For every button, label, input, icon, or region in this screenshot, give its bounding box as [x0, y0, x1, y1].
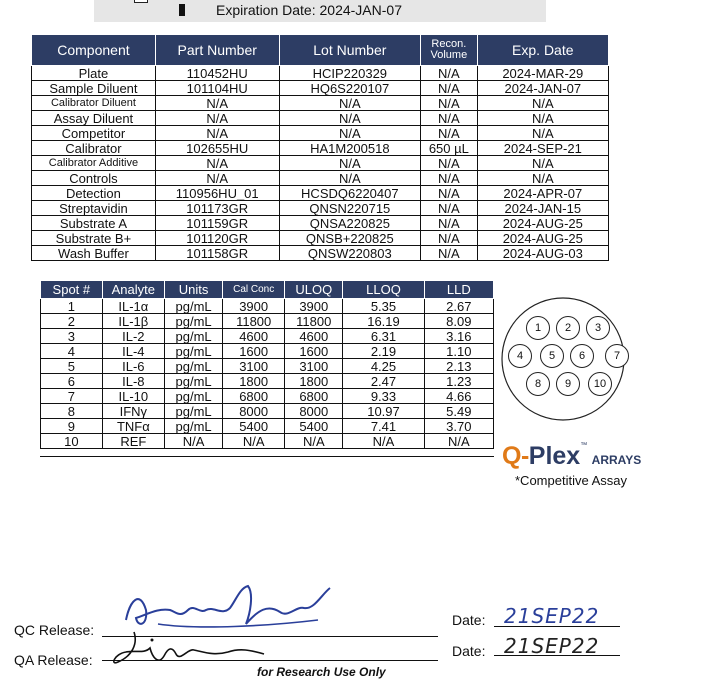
- components-cell: N/A: [477, 171, 608, 186]
- spot-cell: 6.31: [343, 329, 424, 344]
- spot-cell: 6800: [223, 389, 285, 404]
- spot-cell: pg/mL: [164, 389, 222, 404]
- spot-header-cell: Analyte: [102, 281, 164, 299]
- spot-cell: 5400: [223, 419, 285, 434]
- spot-circle: 8: [526, 372, 550, 396]
- spot-header-row: [41, 281, 494, 299]
- spot-table-underline: [40, 456, 494, 457]
- spot-cell: 10: [41, 434, 103, 449]
- spot-row: [41, 419, 494, 434]
- spot-cell: 6: [41, 374, 103, 389]
- spot-cell: pg/mL: [164, 374, 222, 389]
- components-cell: HA1M200518: [279, 141, 421, 156]
- qa-date-value: 21SEP22: [504, 634, 600, 658]
- components-cell: N/A: [421, 231, 477, 246]
- components-cell: 101159GR: [155, 216, 279, 231]
- spot-cell: N/A: [223, 434, 285, 449]
- spot-cell: N/A: [343, 434, 424, 449]
- logo-plex: Plex: [528, 442, 581, 470]
- components-cell: N/A: [155, 156, 279, 171]
- components-header-cell: Lot Number: [279, 35, 421, 66]
- components-header-cell: Component: [32, 35, 156, 66]
- components-cell: N/A: [279, 156, 421, 171]
- components-cell: 2024-AUG-03: [477, 246, 608, 261]
- bullet-icon: [179, 4, 185, 16]
- spot-cell: 3100: [223, 359, 285, 374]
- qc-release-label: QC Release:: [14, 622, 95, 638]
- components-cell: N/A: [421, 66, 477, 81]
- assay-note: *Competitive Assay: [515, 473, 627, 488]
- components-row: [32, 246, 609, 261]
- components-cell: 2024-JAN-07: [477, 81, 608, 96]
- components-cell: Competitor: [32, 126, 156, 141]
- spot-cell: 4.66: [424, 389, 493, 404]
- spot-cell: 3100: [285, 359, 343, 374]
- spot-cell: N/A: [285, 434, 343, 449]
- components-cell: Sample Diluent: [32, 81, 156, 96]
- spot-row: [41, 314, 494, 329]
- spot-row: [41, 404, 494, 419]
- components-cell: N/A: [155, 96, 279, 111]
- spot-cell: 5.35: [343, 299, 424, 314]
- spot-circle: 6: [570, 344, 594, 368]
- components-cell: N/A: [421, 171, 477, 186]
- components-cell: N/A: [279, 96, 421, 111]
- components-table: [31, 34, 609, 261]
- components-cell: 650 µL: [421, 141, 477, 156]
- spot-row: [41, 389, 494, 404]
- spot-cell: IL-8: [102, 374, 164, 389]
- components-row: [32, 231, 609, 246]
- spot-row: [41, 359, 494, 374]
- spot-cell: 10.97: [343, 404, 424, 419]
- components-row: [32, 96, 609, 111]
- components-cell: Detection: [32, 186, 156, 201]
- spot-cell: 7: [41, 389, 103, 404]
- spot-cell: IL-2: [102, 329, 164, 344]
- components-row: [32, 66, 609, 81]
- components-cell: 2024-MAR-29: [477, 66, 608, 81]
- spot-cell: 5400: [285, 419, 343, 434]
- qc-date-value: 21SEP22: [504, 604, 600, 628]
- components-cell: 102655HU: [155, 141, 279, 156]
- components-cell: QNSN220715: [279, 201, 421, 216]
- components-cell: N/A: [421, 81, 477, 96]
- spot-cell: 16.19: [343, 314, 424, 329]
- spot-cell: 1.10: [424, 344, 493, 359]
- components-cell: Calibrator Diluent: [32, 96, 156, 111]
- components-row: [32, 216, 609, 231]
- components-cell: QNSA220825: [279, 216, 421, 231]
- components-cell: 101104HU: [155, 81, 279, 96]
- spot-header-cell: LLOQ: [343, 281, 424, 299]
- spot-cell: 7.41: [343, 419, 424, 434]
- spot-row: [41, 344, 494, 359]
- spot-cell: pg/mL: [164, 329, 222, 344]
- spot-circle: 2: [556, 316, 580, 340]
- components-cell: Controls: [32, 171, 156, 186]
- spot-cell: 2.13: [424, 359, 493, 374]
- spot-header-cell: LLD: [424, 281, 493, 299]
- spot-cell: 3.16: [424, 329, 493, 344]
- logo-tm: ™: [580, 442, 588, 449]
- components-cell: HCIP220329: [279, 66, 421, 81]
- components-cell: N/A: [421, 246, 477, 261]
- spot-cell: pg/mL: [164, 344, 222, 359]
- components-cell: 110956HU_01: [155, 186, 279, 201]
- spot-cell: 2: [41, 314, 103, 329]
- spot-cell: 3900: [285, 299, 343, 314]
- spot-cell: 6800: [285, 389, 343, 404]
- components-cell: N/A: [477, 96, 608, 111]
- components-cell: Assay Diluent: [32, 111, 156, 126]
- components-cell: N/A: [421, 216, 477, 231]
- spot-cell: 2.19: [343, 344, 424, 359]
- spot-cell: 8.09: [424, 314, 493, 329]
- qplex-logo: [502, 442, 641, 471]
- spot-cell: TNFα: [102, 419, 164, 434]
- components-cell: 101173GR: [155, 201, 279, 216]
- components-row: [32, 186, 609, 201]
- components-cell: N/A: [421, 186, 477, 201]
- components-cell: N/A: [477, 126, 608, 141]
- components-cell: N/A: [279, 171, 421, 186]
- spot-header-cell: ULOQ: [285, 281, 343, 299]
- spot-cell: pg/mL: [164, 404, 222, 419]
- components-cell: N/A: [279, 111, 421, 126]
- components-cell: 2024-AUG-25: [477, 216, 608, 231]
- components-row: [32, 126, 609, 141]
- spot-cell: pg/mL: [164, 314, 222, 329]
- spot-header-cell: Units: [164, 281, 222, 299]
- components-cell: Wash Buffer: [32, 246, 156, 261]
- spot-header-cell: Cal Conc: [223, 281, 285, 299]
- spot-cell: 8000: [223, 404, 285, 419]
- components-row: [32, 156, 609, 171]
- qa-date-label: Date:: [452, 643, 486, 659]
- components-header-cell: Part Number: [155, 35, 279, 66]
- components-cell: QNSW220803: [279, 246, 421, 261]
- spot-table: [40, 280, 494, 449]
- components-header-cell: Exp. Date: [477, 35, 608, 66]
- spot-cell: 4.25: [343, 359, 424, 374]
- components-cell: N/A: [155, 171, 279, 186]
- spot-cell: 1600: [223, 344, 285, 359]
- components-cell: Calibrator Additive: [32, 156, 156, 171]
- spot-cell: pg/mL: [164, 419, 222, 434]
- components-cell: 101120GR: [155, 231, 279, 246]
- spot-cell: N/A: [424, 434, 493, 449]
- spot-cell: IL-1α: [102, 299, 164, 314]
- components-row: [32, 201, 609, 216]
- components-cell: N/A: [477, 111, 608, 126]
- components-cell: Calibrator: [32, 141, 156, 156]
- spot-header-cell: Spot #: [41, 281, 103, 299]
- components-row: [32, 141, 609, 156]
- footer-note: for Research Use Only: [257, 665, 386, 679]
- spot-circle: 9: [556, 372, 580, 396]
- components-row: [32, 171, 609, 186]
- components-cell: N/A: [421, 156, 477, 171]
- components-cell: 2024-JAN-15: [477, 201, 608, 216]
- qa-release-label: QA Release:: [14, 652, 93, 668]
- spot-cell: 5: [41, 359, 103, 374]
- spot-circle: 7: [605, 344, 629, 368]
- header-strip: [94, 0, 546, 22]
- components-cell: 2024-AUG-25: [477, 231, 608, 246]
- spot-circle: 3: [586, 316, 610, 340]
- qc-date-label: Date:: [452, 612, 486, 628]
- components-cell: Substrate B+: [32, 231, 156, 246]
- spot-row: [41, 299, 494, 314]
- spot-cell: 1: [41, 299, 103, 314]
- spot-cell: 2.67: [424, 299, 493, 314]
- components-cell: Streptavidin: [32, 201, 156, 216]
- spot-cell: 8: [41, 404, 103, 419]
- components-cell: HCSDQ6220407: [279, 186, 421, 201]
- spot-cell: pg/mL: [164, 299, 222, 314]
- spot-cell: 3.70: [424, 419, 493, 434]
- components-row: [32, 111, 609, 126]
- checkbox-icon: [134, 0, 148, 3]
- components-cell: N/A: [421, 201, 477, 216]
- components-cell: 110452HU: [155, 66, 279, 81]
- spot-circle: 1: [526, 316, 550, 340]
- spot-cell: 1800: [285, 374, 343, 389]
- components-cell: N/A: [155, 126, 279, 141]
- spot-cell: 4: [41, 344, 103, 359]
- components-cell: 2024-SEP-21: [477, 141, 608, 156]
- spot-cell: IFNγ: [102, 404, 164, 419]
- spot-cell: IL-10: [102, 389, 164, 404]
- spot-cell: IL-6: [102, 359, 164, 374]
- components-cell: N/A: [421, 126, 477, 141]
- spot-cell: REF: [102, 434, 164, 449]
- spot-cell: 1600: [285, 344, 343, 359]
- spot-row: [41, 434, 494, 449]
- components-cell: N/A: [421, 96, 477, 111]
- spot-cell: 3: [41, 329, 103, 344]
- spot-cell: 3900: [223, 299, 285, 314]
- spot-cell: 8000: [285, 404, 343, 419]
- spot-circle: 5: [540, 344, 564, 368]
- components-cell: N/A: [421, 111, 477, 126]
- spot-cell: pg/mL: [164, 359, 222, 374]
- spot-cell: N/A: [164, 434, 222, 449]
- components-cell: N/A: [279, 126, 421, 141]
- spot-cell: 4600: [285, 329, 343, 344]
- spot-cell: IL-1β: [102, 314, 164, 329]
- spot-cell: 11800: [223, 314, 285, 329]
- components-cell: 101158GR: [155, 246, 279, 261]
- components-cell: N/A: [477, 156, 608, 171]
- spot-cell: IL-4: [102, 344, 164, 359]
- spot-cell: 1800: [223, 374, 285, 389]
- spot-row: [41, 329, 494, 344]
- spot-cell: 2.47: [343, 374, 424, 389]
- logo-q: Q-: [502, 442, 529, 470]
- spot-cell: 1.23: [424, 374, 493, 389]
- components-cell: QNSB+220825: [279, 231, 421, 246]
- spot-row: [41, 374, 494, 389]
- components-header-cell: Recon. Volume: [421, 35, 477, 66]
- spot-cell: 5.49: [424, 404, 493, 419]
- expiration-date: Expiration Date: 2024-JAN-07: [216, 2, 402, 18]
- components-header-row: [32, 35, 609, 66]
- spot-circle: 4: [508, 344, 532, 368]
- components-cell: Plate: [32, 66, 156, 81]
- qa-signature: [104, 626, 274, 674]
- spot-cell: 9: [41, 419, 103, 434]
- components-cell: Substrate A: [32, 216, 156, 231]
- spot-circle: 10: [588, 372, 612, 396]
- spot-cell: 4600: [223, 329, 285, 344]
- spot-cell: 11800: [285, 314, 343, 329]
- spot-cell: 9.33: [343, 389, 424, 404]
- components-cell: N/A: [155, 111, 279, 126]
- components-row: [32, 81, 609, 96]
- components-cell: 2024-APR-07: [477, 186, 608, 201]
- components-cell: HQ6S220107: [279, 81, 421, 96]
- logo-arrays: ARRAYS: [591, 453, 642, 467]
